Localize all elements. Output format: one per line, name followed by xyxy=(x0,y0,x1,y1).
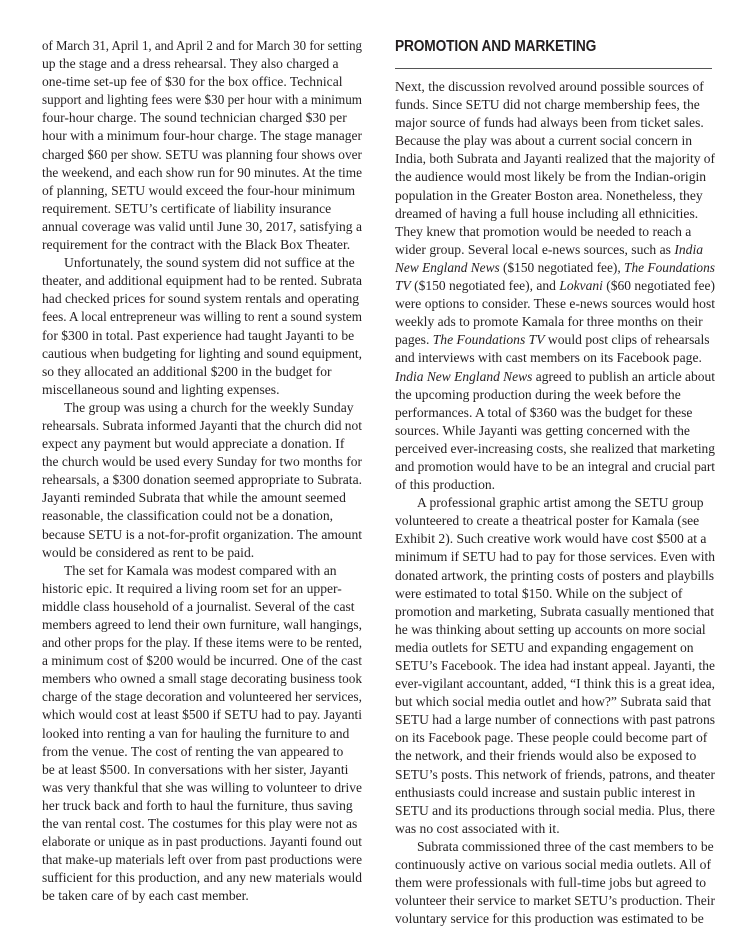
text-line: sources. While Jayanti was getting concerned with the xyxy=(395,422,690,438)
text-line: volunteered to create a theatrical poster for Kamala (see xyxy=(395,513,700,529)
text-line: elaborate or unique as in past productions. Jayanti found out xyxy=(42,834,362,850)
paragraph xyxy=(395,78,717,494)
text-line: SETU’s Facebook. The idea had instant appeal. Jayanti, the xyxy=(395,658,715,673)
text-line: her truck back and forth to haul the furniture, thus saving xyxy=(42,797,353,813)
text-line: rehearsals, a $300 donation seemed appropriate to Subrata. xyxy=(42,472,362,488)
text-line: support and lighting fees were $30 per hour with a minimum xyxy=(42,92,362,108)
text-line: A professional graphic artist among the SETU group xyxy=(417,495,704,511)
text-line: he was thinking about setting up accounts on more social xyxy=(395,621,706,637)
text-line: Next, the discussion revolved around possible sources of xyxy=(395,79,704,94)
text-line: had checked prices for sound system rentals and operating xyxy=(42,291,360,307)
paragraph xyxy=(395,494,717,838)
text-line: dreamed of having a full house including all ethnicities. xyxy=(395,205,699,221)
text-line: the upcoming production during the week before the xyxy=(395,386,681,402)
text-line: population in the Greater Boston area. Nonetheless, they xyxy=(395,187,703,203)
text-line: minimum if SETU had to pay for those services. Even with xyxy=(395,549,715,565)
text-line: but which social media outlet and how?” Subrata said that xyxy=(395,694,711,710)
text-line: The set for Kamala was modest compared with an xyxy=(64,562,337,578)
paragraph xyxy=(42,37,364,254)
text-line: SETU had a large number of connections with past patrons xyxy=(395,712,715,728)
text-line: middle class household of a journalist. Several of the cast xyxy=(42,598,355,614)
text-line: which would cost at least $500 if SETU had to pay. Jayanti xyxy=(42,707,362,723)
text-line: fees. A local entrepreneur was willing to rent a sound system xyxy=(42,309,362,325)
text-line: funds. Since SETU did not charge membership fees, the xyxy=(395,97,700,113)
text-segment: pages. xyxy=(395,332,433,348)
text-line: that make-up materials left over from past productions were xyxy=(42,852,362,868)
text-line: charged $60 per show. SETU was planning four shows over xyxy=(42,146,362,162)
text-segment: ($60 negotiated fee) xyxy=(602,278,715,294)
italic-title: TV xyxy=(395,278,411,294)
text-line: expect any payment but would appreciate a donation. If xyxy=(42,436,345,452)
text-line: members agreed to lend their own furniture, wall hangings, xyxy=(42,617,362,632)
text-line xyxy=(395,241,717,259)
text-line: and interviews with cast members on its Facebook page. xyxy=(395,350,702,366)
text-line: the network, and their friends would also be exposed to xyxy=(395,748,697,764)
text-line: members who owned a small stage decorating business took xyxy=(42,671,362,687)
text-line: rehearsals. Subrata informed Jayanti that the church did not xyxy=(42,417,362,433)
italic-title: India New England News xyxy=(395,368,533,384)
text-line xyxy=(395,331,717,349)
text-line: from the venue. The cost of renting the van appeared to xyxy=(42,743,344,759)
text-line xyxy=(395,277,715,295)
text-line: performances. A total of $360 was the budget for these xyxy=(395,404,693,420)
text-line: Unfortunately, the sound system did not suffice at the xyxy=(64,255,355,271)
text-line: donated artwork, the printing costs of posters and playbills xyxy=(395,567,715,583)
text-line: miscellaneous sound and lighting expenses. xyxy=(42,381,280,397)
text-line xyxy=(395,368,714,386)
text-line: one-time set-up fee of $30 for the box office. Technical xyxy=(42,74,343,90)
text-line: for $300 in total. Past experience had taught Jayanti to be xyxy=(42,327,355,343)
left-column xyxy=(42,37,364,906)
text-line: were options to consider. These e-news sources would host xyxy=(395,296,715,312)
text-line: cautious when budgeting for lighting and sound equipment, xyxy=(42,345,362,361)
right-column xyxy=(395,78,717,928)
text-line: of this production. xyxy=(395,477,496,493)
text-line: major source of funds had always been from ticket sales. xyxy=(395,115,704,131)
text-line: India, both Subrata and Jayanti realized that the majority of xyxy=(395,151,715,167)
text-line: SETU’s posts. This network of friends, patrons, and theater xyxy=(395,766,715,782)
text-line: looked into renting a van for hauling the furniture to and xyxy=(42,725,350,741)
text-line: perceived ever-increasing costs, she realized that marketing xyxy=(395,440,715,456)
text-line: hour with a minimum four-hour charge. The stage manager xyxy=(42,128,362,144)
text-segment: ($150 negotiated fee), xyxy=(499,259,625,275)
text-line: SETU and its productions through social media. Plus, there xyxy=(395,802,715,818)
text-line: a minimum cost of $200 would be incurred. One of the cast xyxy=(42,653,362,669)
text-line: theater, and additional equipment had to be rented. Subrata xyxy=(42,273,362,289)
text-line: annual coverage was valid until June 30, 2017, satisfying a xyxy=(42,218,362,234)
text-line: was no cost associated with it. xyxy=(395,820,560,836)
italic-title: India xyxy=(674,241,704,257)
italic-title: New England News xyxy=(395,259,500,275)
text-line: volunteer their service to market SETU’s production. Their xyxy=(395,893,715,909)
text-line: on its Facebook page. These people could become part of xyxy=(395,730,708,746)
text-line: the church would be used every Sunday for two months for xyxy=(42,454,362,470)
text-line: was very thankful that she was willing to volunteer to drive xyxy=(42,779,362,795)
italic-title: The Foundations xyxy=(624,259,715,275)
text-line: requirement. SETU’s certificate of liability insurance xyxy=(42,200,332,216)
text-line: of planning, SETU would exceed the four-hour minimum xyxy=(42,182,356,198)
text-segment: agreed to publish an article about xyxy=(532,368,715,384)
text-line: because SETU is a not-for-profit organization. The amount xyxy=(42,526,362,542)
italic-title: Lokvani xyxy=(559,278,603,294)
text-line: enthusiasts could increase and sustain public interest in xyxy=(395,784,696,800)
text-line: be taken care of by each cast member. xyxy=(42,888,249,904)
text-line: promotion and marketing, Subrata casually mentioned that xyxy=(395,603,714,619)
paragraph xyxy=(42,562,364,906)
text-line xyxy=(395,259,715,277)
text-line: sufficient for this production, and any new materials would xyxy=(42,870,362,886)
text-line: were estimated to total $150. While on the subject of xyxy=(395,585,683,601)
text-line: The group was using a church for the weekly Sunday xyxy=(64,399,354,415)
text-line: voluntary service for this production was estimated to be xyxy=(395,911,704,927)
text-line: the weekend, and each show run for 90 minutes. At the time xyxy=(42,164,362,180)
text-line: would be considered as rent to be paid. xyxy=(42,544,255,560)
text-line: charge of the stage decoration and volunteered her services, xyxy=(42,689,362,705)
text-line: weekly ads to promote Kamala for three months on their xyxy=(395,314,703,330)
text-line: be at least $500. In conversations with her sister, Jayanti xyxy=(42,761,349,777)
text-line: reasonable, the classification could not be a donation, xyxy=(42,508,334,524)
heading-divider xyxy=(395,68,712,69)
text-line: and other props for the play. If these items were to be rented, xyxy=(42,635,362,651)
text-segment: would post clips of rehearsals xyxy=(544,332,710,348)
paragraph xyxy=(42,399,364,562)
text-line: the van rental cost. The costumes for this play were not as xyxy=(42,816,358,832)
text-line: Because the play was about a current social concern in xyxy=(395,133,693,149)
text-line: and promotion would have to be an integral and crucial part xyxy=(395,458,715,474)
text-line: They knew that promotion would be needed to reach a xyxy=(395,223,692,239)
text-segment: ($150 negotiated fee), and xyxy=(410,278,560,294)
italic-title: The Foundations TV xyxy=(432,332,545,348)
text-line: them were professionals with full-time jobs but agreed to xyxy=(395,875,707,891)
text-line: historic epic. It required a living room set for an upper- xyxy=(42,580,342,596)
text-line: requirement for the contract with the Black Box Theater. xyxy=(42,237,351,253)
section-heading: PROMOTION AND MARKETING xyxy=(395,38,597,55)
text-line: continuously active on various social media outlets. All of xyxy=(395,857,711,873)
text-line: the audience would most likely be from the Indian-origin xyxy=(395,169,707,185)
text-line: up the stage and a dress rehearsal. They also charged a xyxy=(42,56,339,72)
text-line: four-hour charge. The sound technician charged $30 per xyxy=(42,110,347,126)
text-line: of March 31, April 1, and April 2 and for March 30 for setting xyxy=(42,38,362,53)
text-line: so they allocated an additional $200 in the budget for xyxy=(42,363,332,379)
text-line: ever-vigilant accountant, added, “I think this is a great idea, xyxy=(395,676,715,692)
text-line: Subrata commissioned three of the cast members to be xyxy=(417,838,714,854)
text-segment: wider group. Several local e-news sources, such as xyxy=(395,241,675,257)
text-line: Jayanti reminded Subrata that while the amount seemed xyxy=(42,490,346,506)
paragraph xyxy=(395,838,717,928)
paragraph xyxy=(42,254,364,399)
text-line: Exhibit 2). Such creative work would have cost $500 at a xyxy=(395,531,707,547)
text-line: media outlets for SETU and expanding engagement on xyxy=(395,639,694,655)
